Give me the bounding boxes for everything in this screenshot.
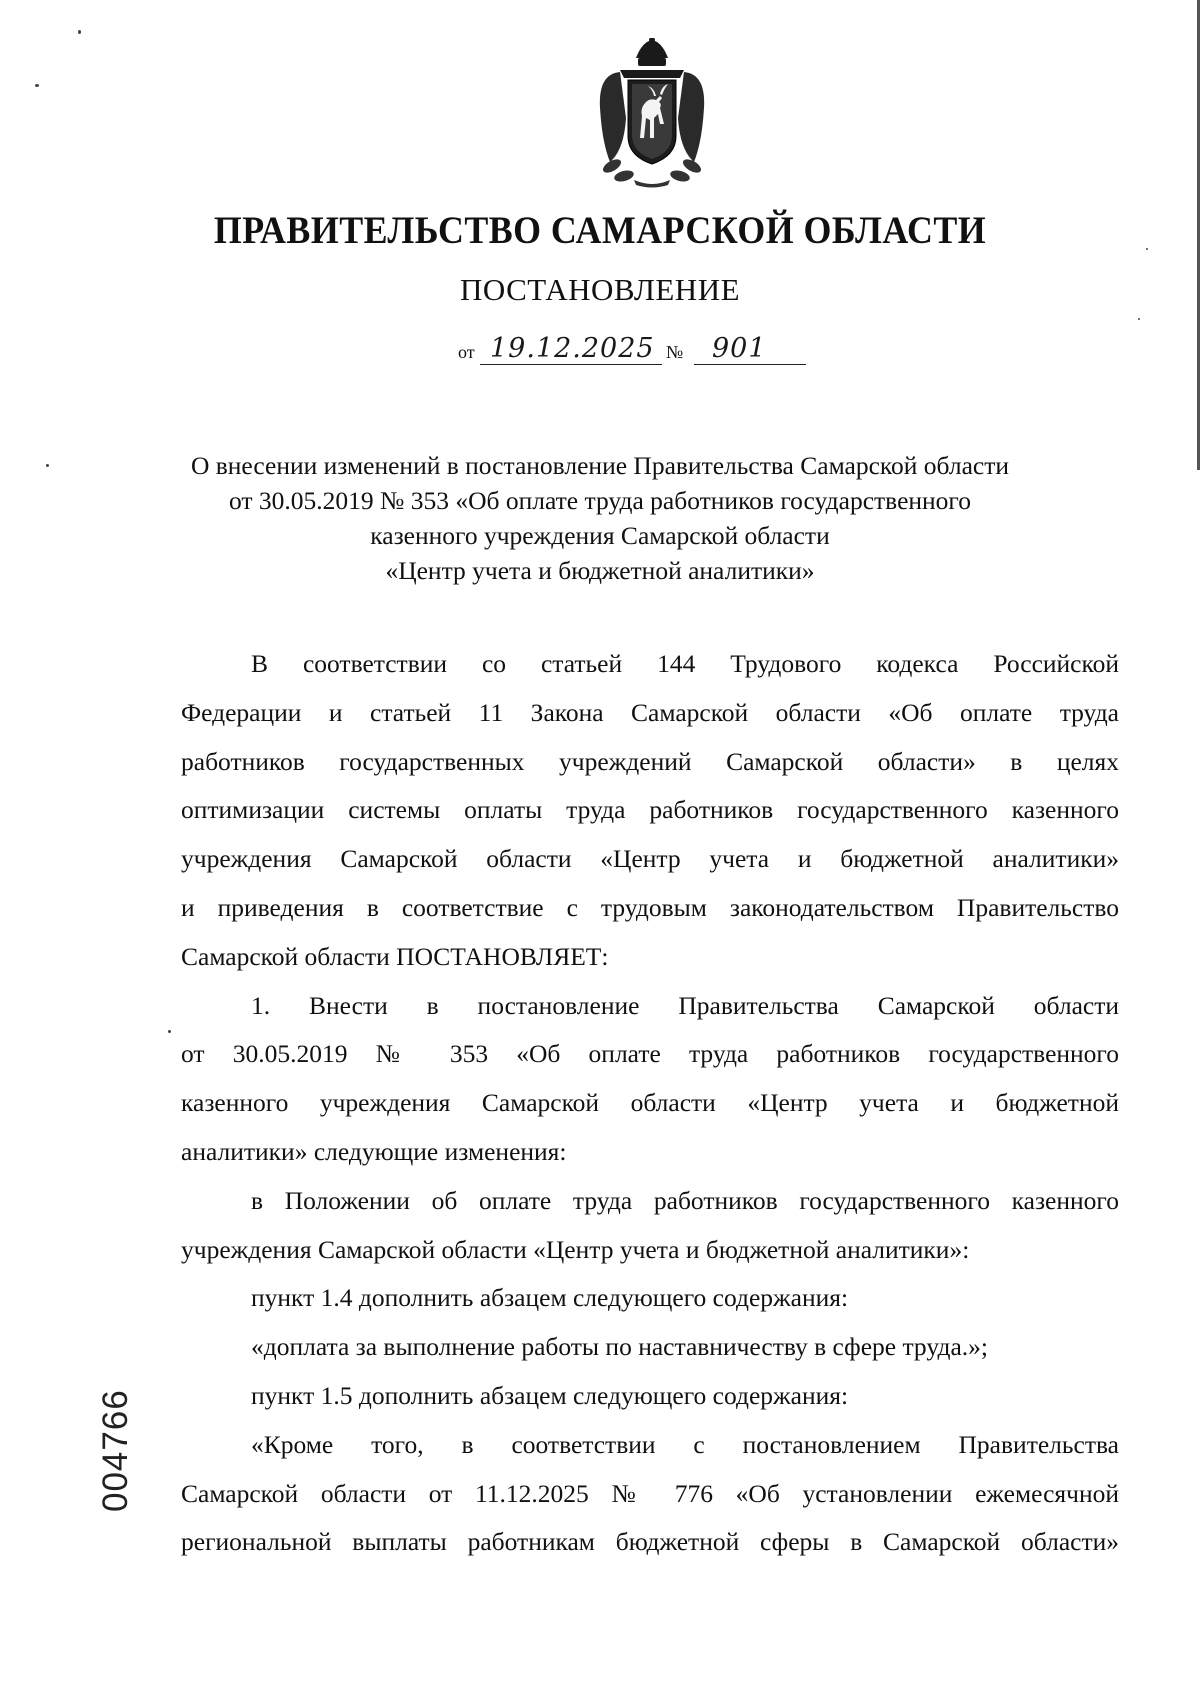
document-body — [181, 640, 1119, 1567]
subject-line: от 30.05.2019 № 353 «Об оплате труда работников государственного — [228, 486, 971, 515]
body-line: Самарской области ПОСТАНОВЛЯЕТ: — [181, 941, 609, 971]
body-line: оптимизации системы оплаты труда работников государственного казенного — [181, 795, 1119, 825]
body-line: В соответствии со статьей 144 Трудового кодекса Российской — [251, 649, 1119, 678]
body-line: учреждения Самарской области «Центр учета и бюджетной аналитики»: — [181, 1234, 970, 1264]
handwritten-number: 901 — [712, 333, 767, 364]
date-prefix: от — [458, 342, 475, 362]
body-line: Самарской области от 11.12.2025 № 776 «Об установлении ежемесячной — [181, 1478, 1119, 1508]
date-number-line — [458, 335, 858, 371]
body-line: «Кроме того, в соответствии с постановлением Правительства — [251, 1429, 1119, 1459]
scan-speck — [35, 84, 39, 87]
body-line: работников государственных учреждений Самарской области» в целях — [181, 746, 1119, 776]
body-line: пункт 1.4 дополнить абзацем следующего содержания: — [251, 1283, 849, 1313]
body-line: учреждения Самарской области «Центр учета и бюджетной аналитики» — [181, 844, 1119, 874]
document-type: ПОСТАНОВЛЕНИЕ — [459, 272, 741, 307]
subject-line: казенного учреждения Самарской области — [370, 521, 830, 550]
body-line: аналитики» следующие изменения: — [181, 1136, 567, 1166]
body-line: пункт 1.5 дополнить абзацем следующего содержания: — [251, 1380, 849, 1410]
body-line: в Положении об оплате труда работников государственного казенного — [251, 1185, 1119, 1215]
number-prefix: № — [666, 342, 684, 362]
body-line: казенного учреждения Самарской области «Центр учета и бюджетной — [181, 1088, 1119, 1118]
body-line: и приведения в соответствие с трудовым законодательством Правительство — [181, 892, 1119, 922]
subject-line: «Центр учета и бюджетной аналитики» — [385, 556, 815, 585]
scan-speck — [168, 1030, 171, 1033]
body-line: региональной выплаты работникам бюджетной сферы в Самарской области» — [181, 1527, 1119, 1557]
subject-line: О внесении изменений в постановление Правительства Самарской области — [190, 451, 1010, 480]
body-line: «доплата за выполнение работы по наставничеству в сфере труда.»; — [251, 1332, 988, 1362]
organization-title: ПРАВИТЕЛЬСТВО САМАРСКОЙ ОБЛАСТИ — [213, 209, 987, 252]
coat-of-arms-emblem — [590, 38, 714, 188]
body-line: от 30.05.2019 № 353 «Об оплате труда работников государственного — [181, 1039, 1119, 1069]
scan-speck — [46, 464, 49, 467]
scan-speck — [78, 30, 81, 34]
scan-speck — [1138, 318, 1140, 320]
registration-stamp-number: 004766 — [96, 1389, 135, 1512]
document-subject — [150, 448, 1050, 588]
handwritten-date: 19.12.2025 — [490, 333, 655, 364]
body-line: 1. Внести в постановление Правительства Самарской области — [251, 990, 1119, 1020]
body-line: Федерации и статьей 11 Закона Самарской области «Об оплате труда — [181, 697, 1119, 727]
